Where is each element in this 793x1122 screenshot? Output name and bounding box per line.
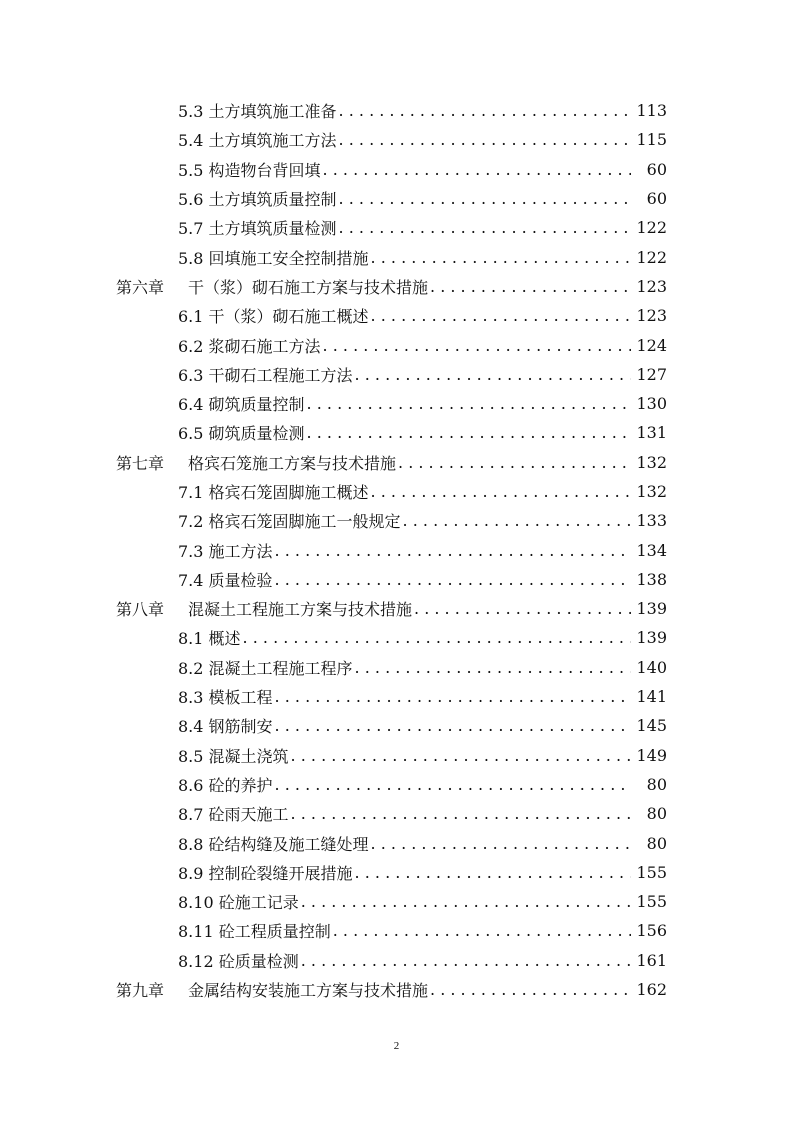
toc-dot-leader [355, 365, 631, 384]
toc-section-entry [0, 946, 793, 975]
toc-page-number: 139 [636, 599, 667, 619]
toc-entry-title: 金属结构安装施工方案与技术措施 [188, 981, 429, 1001]
toc-entry-label [178, 744, 289, 767]
toc-entry-title: 8.3 模板工程 [178, 688, 273, 708]
toc-page-number: 122 [636, 218, 667, 238]
toc-dot-leader [339, 101, 631, 120]
toc-dot-leader [307, 394, 631, 413]
toc-entry-title: 6.3 干砌石工程施工方法 [178, 365, 353, 385]
toc-entry-label [178, 539, 273, 562]
toc-dot-leader [355, 863, 631, 882]
toc-dot-leader [430, 980, 631, 999]
toc-page-number: 134 [636, 540, 667, 560]
toc-entry-title: 8.6 砼的养护 [178, 775, 273, 795]
toc-page-number: 115 [636, 130, 667, 150]
toc-entry-label [178, 890, 299, 913]
toc-section-entry [0, 506, 793, 535]
toc-entry-title: 8.8 砼结构缝及施工缝处理 [178, 834, 369, 854]
toc-entry-label [178, 919, 331, 942]
toc-section-entry [0, 887, 793, 916]
page-number: 2 [393, 1040, 400, 1052]
toc-section-entry [0, 741, 793, 770]
toc-page-number: 123 [636, 306, 667, 326]
toc-page-number: 124 [636, 335, 667, 355]
toc-entry-label [178, 334, 321, 357]
toc-entry-title: 5.8 回填施工安全控制措施 [178, 248, 369, 268]
toc-page-number: 127 [636, 364, 667, 384]
toc-entry-label [178, 363, 353, 386]
toc-section-entry [0, 799, 793, 828]
toc-page-number: 130 [636, 394, 667, 414]
toc-chapter-number: 第八章 [116, 600, 165, 620]
toc-entry-label [178, 568, 273, 591]
toc-page-number: 156 [636, 921, 667, 941]
toc-page-number: 155 [636, 892, 667, 912]
toc-page-number: 60 [646, 159, 667, 179]
toc-page-number: 162 [636, 980, 667, 1000]
toc-chapter-entry [0, 448, 793, 477]
toc-page-number: 80 [646, 833, 667, 853]
toc-entry-label [178, 685, 273, 708]
toc-entry-title: 混凝土工程施工方案与技术措施 [188, 600, 413, 620]
toc-entry-title: 8.4 钢筋制安 [178, 717, 273, 737]
toc-page-number: 145 [636, 716, 667, 736]
toc-page-number: 141 [636, 687, 667, 707]
toc-page-number: 113 [636, 101, 667, 121]
toc-page-number: 80 [646, 804, 667, 824]
toc-entry-label [116, 451, 396, 474]
toc-dot-leader [275, 716, 631, 735]
toc-dot-leader [371, 482, 631, 501]
toc-entry-label [116, 978, 428, 1001]
toc-entry-title: 7.3 施工方法 [178, 541, 273, 561]
toc-dot-leader [333, 921, 631, 940]
toc-entry-title: 5.6 土方填筑质量控制 [178, 190, 337, 210]
toc-entry-label [178, 714, 273, 737]
toc-entry-label [178, 99, 337, 122]
toc-section-entry [0, 653, 793, 682]
toc-dot-leader [301, 951, 631, 970]
toc-dot-leader [307, 423, 631, 442]
toc-section-entry [0, 389, 793, 418]
toc-chapter-number: 第六章 [116, 277, 165, 297]
toc-entry-label [178, 158, 321, 181]
toc-dot-leader [414, 599, 631, 618]
toc-section-entry [0, 477, 793, 506]
toc-entry-title: 6.2 浆砌石施工方法 [178, 336, 321, 356]
toc-entry-title: 8.12 砼质量检测 [178, 951, 299, 971]
toc-dot-leader [275, 775, 631, 794]
toc-dot-leader [323, 336, 631, 355]
toc-entry-title: 8.5 混凝土浇筑 [178, 746, 289, 766]
toc-entry-label [178, 187, 337, 210]
toc-dot-leader [243, 628, 631, 647]
toc-entry-label [178, 392, 305, 415]
toc-section-entry [0, 301, 793, 330]
toc-page-number: 149 [636, 745, 667, 765]
toc-page-number: 133 [636, 511, 667, 531]
toc-section-entry [0, 535, 793, 564]
toc-page-number: 155 [636, 862, 667, 882]
toc-section-entry [0, 770, 793, 799]
toc-entry-title: 5.3 土方填筑施工准备 [178, 102, 337, 122]
toc-section-entry [0, 213, 793, 242]
toc-entry-label [178, 480, 369, 503]
toc-page-number: 161 [636, 950, 667, 970]
toc-entry-title: 5.4 土方填筑施工方法 [178, 131, 337, 151]
toc-page-number: 138 [636, 569, 667, 589]
toc-section-entry [0, 418, 793, 447]
toc-page-number: 60 [646, 189, 667, 209]
toc-entry-title: 5.5 构造物台背回填 [178, 160, 321, 180]
toc-section-entry [0, 565, 793, 594]
toc-page-number: 140 [636, 657, 667, 677]
toc-dot-leader [339, 130, 631, 149]
toc-entry-label [116, 597, 412, 620]
toc-entry-label [178, 861, 353, 884]
toc-entry-label [178, 656, 353, 679]
toc-section-entry [0, 184, 793, 213]
toc-entry-title: 6.4 砌筑质量控制 [178, 395, 305, 415]
toc-entry-title: 8.7 砼雨天施工 [178, 805, 289, 825]
toc-section-entry [0, 623, 793, 652]
toc-entry-title: 8.2 混凝土工程施工程序 [178, 658, 353, 678]
toc-entry-title: 5.7 土方填筑质量检测 [178, 219, 337, 239]
toc-section-entry [0, 96, 793, 125]
toc-section-entry [0, 242, 793, 271]
toc-dot-leader [371, 306, 631, 325]
toc-entry-title: 8.1 概述 [178, 629, 241, 649]
toc-page-number: 139 [636, 628, 667, 648]
toc-page-number: 122 [636, 247, 667, 267]
toc-entry-title: 7.2 格宾石笼固脚施工一般规定 [178, 512, 401, 532]
toc-dot-leader [323, 160, 631, 179]
toc-entry-title: 7.4 质量检验 [178, 570, 273, 590]
toc-section-entry [0, 330, 793, 359]
toc-chapter-entry [0, 594, 793, 623]
toc-chapter-entry [0, 975, 793, 1004]
toc-section-entry [0, 828, 793, 857]
toc-entry-label [178, 773, 273, 796]
toc-dot-leader [430, 277, 631, 296]
toc-dot-leader [275, 541, 631, 560]
toc-chapter-number: 第七章 [116, 453, 165, 473]
toc-entry-label [116, 275, 428, 298]
toc-entry-label [178, 128, 337, 151]
toc-dot-leader [275, 570, 631, 589]
toc-entry-title: 8.11 砼工程质量控制 [178, 922, 331, 942]
toc-entry-label [178, 626, 241, 649]
toc-entry-title: 6.1 干（浆）砌石施工概述 [178, 307, 369, 327]
toc-section-entry [0, 682, 793, 711]
toc-dot-leader [339, 189, 631, 208]
toc-entry-title: 6.5 砌筑质量检测 [178, 424, 305, 444]
toc-entry-title: 8.9 控制砼裂缝开展措施 [178, 863, 353, 883]
toc-dot-leader [291, 804, 631, 823]
toc-entry-label [178, 304, 369, 327]
toc-entry-title: 7.1 格宾石笼固脚施工概述 [178, 483, 369, 502]
toc-entry-title: 8.10 砼施工记录 [178, 893, 299, 913]
toc-entry-title: 格宾石笼施工方案与技术措施 [188, 453, 397, 473]
toc-page-number: 123 [636, 276, 667, 296]
toc-entry-label [178, 802, 289, 825]
toc-page-number: 132 [636, 482, 667, 501]
toc-dot-leader [398, 453, 631, 472]
toc-section-entry [0, 155, 793, 184]
toc-dot-leader [339, 218, 631, 237]
toc-entry-label [178, 949, 299, 972]
toc-section-entry [0, 125, 793, 154]
toc-entry-label [178, 246, 369, 269]
toc-page-number: 131 [636, 423, 667, 443]
toc-page-number: 80 [646, 774, 667, 794]
toc-chapter-entry [0, 272, 793, 301]
toc-entry-title: 干（浆）砌石施工方案与技术措施 [188, 277, 429, 297]
toc-dot-leader [371, 834, 631, 853]
toc-entry-label [178, 421, 305, 444]
toc-section-entry [0, 916, 793, 945]
toc-page-number: 132 [636, 452, 667, 472]
toc-dot-leader [301, 892, 631, 911]
toc-entry-label [178, 509, 401, 532]
toc-dot-leader [403, 511, 631, 530]
toc-section-entry [0, 711, 793, 740]
toc-entry-label [178, 832, 369, 855]
toc-dot-leader [355, 658, 631, 677]
toc-dot-leader [371, 248, 631, 267]
table-of-contents [0, 96, 793, 1004]
toc-section-entry [0, 360, 793, 389]
toc-dot-leader [291, 746, 631, 765]
toc-section-entry [0, 858, 793, 887]
toc-chapter-number: 第九章 [116, 981, 165, 1001]
toc-entry-label [178, 216, 337, 239]
toc-dot-leader [275, 687, 631, 706]
